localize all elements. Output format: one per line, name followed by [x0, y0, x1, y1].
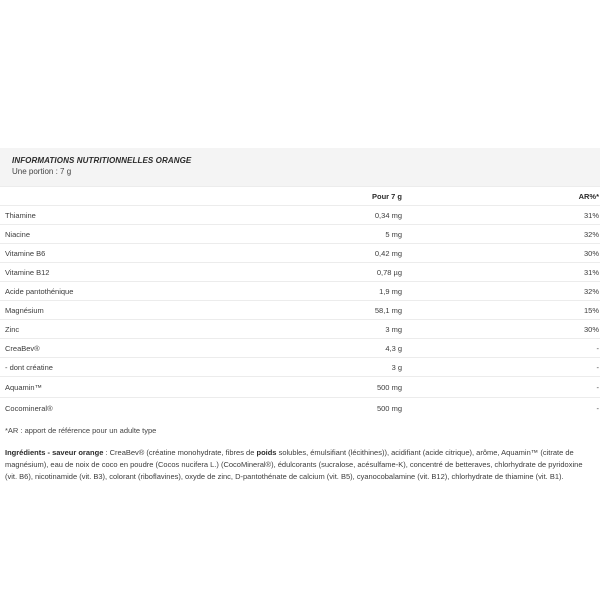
nutrient-ar: 30% — [402, 320, 600, 339]
nutrient-value: 5 mg — [200, 225, 402, 244]
nutrient-value: 0,78 µg — [200, 263, 402, 282]
reference-intake-note: *AR : apport de référence pour un adulte type — [5, 426, 157, 435]
nutrient-ar: - — [402, 358, 600, 377]
nutrient-name: Aquamin™ — [0, 377, 200, 398]
table-row — [0, 282, 600, 301]
nutrient-ar: 15% — [402, 301, 600, 320]
nutrient-name: Niacine — [0, 225, 200, 244]
nutrient-name: Magnésium — [0, 301, 200, 320]
ingredients-text-before: : CreaBev® (créatine monohydrate, fibres de — [103, 448, 257, 457]
ingredients-label: Ingrédients - saveur orange — [5, 448, 104, 457]
table-row — [0, 301, 600, 320]
ingredients-text-after: solubles, émulsifiant (lécithines)), acidifiant (acide citrique), arôme, Aquamin™ (citrate de magnésium), eau de noix de coco en poudre (Cocos nucifera L.) (CocoMineral®), édulcorants (sucralose, acésulfame-K), concentré de betteraves, chlorhydrate de pyridoxine (vit. B6), nicotinamide (vit. B3), colorant (riboflavines), oxyde de zinc, D-pantothénate de calcium (vit. B5), cyanocobalamine (vit. B12), chlorhydrate de thiamine (vit. B1). — [5, 448, 583, 481]
nutrient-value: 500 mg — [200, 398, 402, 419]
table-row — [0, 398, 600, 419]
table-row — [0, 377, 600, 398]
nutrient-value: 0,42 mg — [200, 244, 402, 263]
nutrient-value: 1,9 mg — [200, 282, 402, 301]
column-header-ar: AR%* — [402, 187, 600, 206]
table-row — [0, 244, 600, 263]
nutrient-ar: - — [402, 398, 600, 419]
nutrient-value: 58,1 mg — [200, 301, 402, 320]
nutrient-value: 3 g — [200, 358, 402, 377]
nutrient-value: 0,34 mg — [200, 206, 402, 225]
nutrition-title: INFORMATIONS NUTRITIONNELLES ORANGE — [12, 156, 192, 165]
ingredients-bold-word: poids — [256, 448, 277, 457]
column-header-per-serving: Pour 7 g — [200, 187, 402, 206]
table-row — [0, 320, 600, 339]
nutrient-value: 3 mg — [200, 320, 402, 339]
nutrient-name: CreaBev® — [0, 339, 200, 358]
table-header-row — [0, 187, 600, 206]
ingredients-list — [0, 436, 600, 483]
nutrient-value: 500 mg — [200, 377, 402, 398]
table-row — [0, 358, 600, 377]
column-header-nutrient — [0, 187, 200, 206]
nutrient-ar: 32% — [402, 225, 600, 244]
nutrition-panel — [0, 148, 600, 483]
nutrient-ar: 32% — [402, 282, 600, 301]
nutrient-ar: - — [402, 377, 600, 398]
table-row — [0, 263, 600, 282]
nutrient-name: Vitamine B6 — [0, 244, 200, 263]
nutrient-ar: 30% — [402, 244, 600, 263]
nutrient-name: Cocomineral® — [0, 398, 200, 419]
nutrient-ar: - — [402, 339, 600, 358]
nutrition-header — [0, 148, 600, 186]
nutrient-name: Acide pantothénique — [0, 282, 200, 301]
nutrient-ar: 31% — [402, 206, 600, 225]
portion-size: Une portion : 7 g — [12, 167, 72, 176]
nutrition-table — [0, 186, 600, 418]
nutrient-name: Vitamine B12 — [0, 263, 200, 282]
table-row — [0, 339, 600, 358]
nutrient-value: 4,3 g — [200, 339, 402, 358]
table-row — [0, 225, 600, 244]
nutrient-name: - dont créatine — [0, 358, 200, 377]
table-row — [0, 206, 600, 225]
nutrient-name: Thiamine — [0, 206, 200, 225]
nutrient-ar: 31% — [402, 263, 600, 282]
nutrient-name: Zinc — [0, 320, 200, 339]
